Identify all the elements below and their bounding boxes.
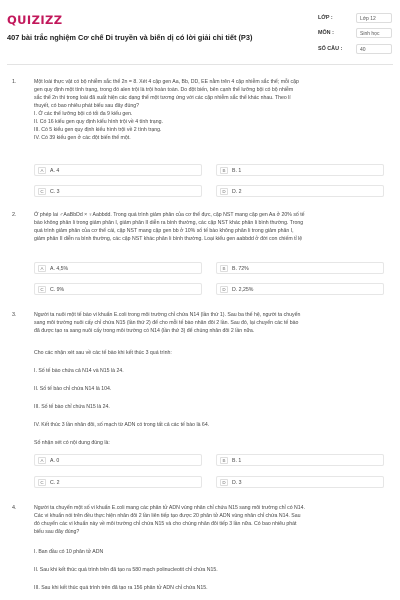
page-title: 407 bài trắc nghiệm Cơ chế Di truyền và biến dị có lời giải chi tiết (P3) xyxy=(7,33,253,42)
meta-value-grade: Lớp 12 xyxy=(356,13,392,23)
option-letter: C xyxy=(38,479,46,486)
option-text: D. 2,25% xyxy=(232,286,254,293)
prompt-line: Số nhận xét có nội dung đúng là: xyxy=(34,440,110,446)
prompt-line: Cho các nhận xét sau về các tế bào khi kết thúc 3 quá trình: xyxy=(34,350,172,356)
answer-option-c[interactable] xyxy=(34,185,202,197)
option-letter: A xyxy=(38,167,46,174)
question-text-line: biểu sau đây đúng? xyxy=(34,529,80,535)
question-number: 4. xyxy=(12,505,17,511)
question-number: 2. xyxy=(12,212,17,218)
statement-line: III. Số tế bào chỉ chứa N15 là 24. xyxy=(34,404,110,410)
option-letter: C xyxy=(38,286,46,293)
question-text-line: giảm phân II diễn ra bình thường, các cặp NST khác phân li bình thường. Loại kiểu gen aabbdd ở đời con chiếm tỉ lệ xyxy=(34,236,303,242)
option-letter: A xyxy=(38,457,46,464)
statement-line: III. Có 5 kiểu gen quy định kiểu hình trội về 2 tính trạng. xyxy=(34,127,162,133)
question-text-line: Ở phép lai ♂AaBbDd × ♀Aabbdd. Trong quá trình giảm phân của cơ thể đực, cặp NST mang cặp gen Aa ở 20% số tế xyxy=(34,212,305,218)
option-text: A. 4 xyxy=(50,167,60,174)
question-text-line: gen quy định một tính trạng, trong đó alen trội là trội hoàn toàn. Do đột biến, bên cạnh thể lưỡng bội có bộ nhiễm xyxy=(34,87,294,93)
answer-option-d[interactable] xyxy=(216,283,384,295)
meta-label-subject: MÔN : xyxy=(318,30,334,36)
question-text-line: đã được tạo ra sang nuôi cấy trong môi trường có N14 (lần thứ 3) để chúng nhân đôi 2 lần nữa. xyxy=(34,328,255,334)
meta-value-count: 40 xyxy=(356,44,392,54)
question-text-line: sang môi trường nuôi cấy chỉ chứa N15 (lần thứ 2) để cho mỗi tế bào nhân đôi 2 lần. Sau đó, lại chuyển các tế bào xyxy=(34,320,299,326)
option-text: C. 3 xyxy=(50,188,60,195)
header-divider xyxy=(7,64,393,65)
statement-line: I. Ban đầu có 10 phân tử ADN xyxy=(34,549,104,555)
question-text-line: bào không phân li trong giảm phân I, giảm phân II diễn ra bình thường, các cặp NST khác phân li bình thường. Trong xyxy=(34,220,304,226)
statement-line: II. Số tế bào chỉ chứa N14 là 104. xyxy=(34,386,112,392)
answer-option-c[interactable] xyxy=(34,283,202,295)
option-letter: D xyxy=(220,188,228,195)
option-text: B. 72% xyxy=(232,265,249,272)
meta-label-count: SỐ CÂU : xyxy=(318,46,343,52)
answer-option-a[interactable] xyxy=(34,454,202,466)
option-letter: B xyxy=(220,265,228,272)
option-letter: B xyxy=(220,457,228,464)
meta-value-subject: Sinh học xyxy=(356,28,392,38)
answer-option-a[interactable] xyxy=(34,164,202,176)
option-text: B. 1 xyxy=(232,167,242,174)
answer-option-b[interactable] xyxy=(216,262,384,274)
option-text: A. 4,5% xyxy=(50,265,69,272)
question-text-line: đó chuyển các vi khuẩn này về môi trường chỉ chứa N15 và cho chúng nhân đôi tiếp 3 lần nữa. Có bao nhiêu phát xyxy=(34,521,297,527)
statement-line: III. Sau khi kết thúc quá trình trên đã tạo ra 156 phân tử ADN chỉ chứa N15. xyxy=(34,585,208,591)
option-letter: B xyxy=(220,167,228,174)
question-text-line: Người ta chuyển một số vi khuẩn E.coli mang các phân tử ADN vùng nhân chỉ chứa N15 sang môi trường chỉ có N14. xyxy=(34,505,305,511)
option-letter: C xyxy=(38,188,46,195)
option-text: D. 2 xyxy=(232,188,242,195)
statement-line: I. Ở các thể lưỡng bội có tối đa 9 kiểu gen. xyxy=(34,111,133,117)
quizizz-logo: QUIZIZZ xyxy=(7,13,63,27)
question-text-line: Một loài thực vật có bộ nhiễm sắc thể 2n = 8. Xét 4 cặp gen Aa, Bb, DD, EE nằm trên 4 cặp nhiễm sắc thể; mỗi cặp xyxy=(34,79,299,85)
option-text: C. 2 xyxy=(50,479,60,486)
question-number: 3. xyxy=(12,312,17,318)
worksheet-header xyxy=(0,0,400,70)
statement-line: II. Có 16 kiểu gen quy định kiểu hình trội về 4 tính trạng. xyxy=(34,119,163,125)
question-number: 1. xyxy=(12,79,17,85)
answer-option-c[interactable] xyxy=(34,476,202,488)
statement-line: IV. Có 39 kiểu gen ở các đột biến thể một. xyxy=(34,135,131,141)
option-text: D. 3 xyxy=(232,479,242,486)
option-letter: D xyxy=(220,286,228,293)
statement-line: IV. Kết thúc 3 lần nhân đôi, số mạch từ ADN có trong tất cả các tế bào là 64. xyxy=(34,422,210,428)
statement-line: I. Số tế bào chứa cả N14 và N15 là 24. xyxy=(34,368,124,374)
answer-option-d[interactable] xyxy=(216,185,384,197)
option-letter: A xyxy=(38,265,46,272)
question-text-line: quá trình giảm phân của cơ thể cái, cặp NST mang cặp gen bb ở 10% số tế bào không phân li trong giảm phân I, xyxy=(34,228,294,234)
question-text-line: Người ta nuôi một tế bào vi khuẩn E.coli trong môi trường chỉ chứa N14 (lần thứ 1). Sau ba thế hệ, người ta chuyển xyxy=(34,312,301,318)
answer-option-d[interactable] xyxy=(216,476,384,488)
meta-label-grade: LỚP : xyxy=(318,15,333,21)
question-text-line: sắc thể 2n thì trong loài đã xuất hiện các dạng thể một tương ứng với các cặp nhiễm sắc thể khác nhau. Theo lí xyxy=(34,95,291,101)
answer-option-b[interactable] xyxy=(216,164,384,176)
option-text: B. 1 xyxy=(232,457,242,464)
answer-option-a[interactable] xyxy=(34,262,202,274)
option-text: C. 9% xyxy=(50,286,65,293)
option-text: A. 0 xyxy=(50,457,60,464)
answer-option-b[interactable] xyxy=(216,454,384,466)
question-text-line: Các vi khuẩn nói trên đều thực hiện nhân đôi 2 lần liên tiếp tạo được 20 phân tử ADN vùng nhân chỉ chứa N14. Sau xyxy=(34,513,301,519)
question-text-line: thuyết, có bao nhiêu phát biểu sau đây đúng? xyxy=(34,103,139,109)
option-letter: D xyxy=(220,479,228,486)
statement-line: II. Sau khi kết thúc quá trình trên đã tạo ra 580 mạch polinucleotit chỉ chứa N15. xyxy=(34,567,218,573)
